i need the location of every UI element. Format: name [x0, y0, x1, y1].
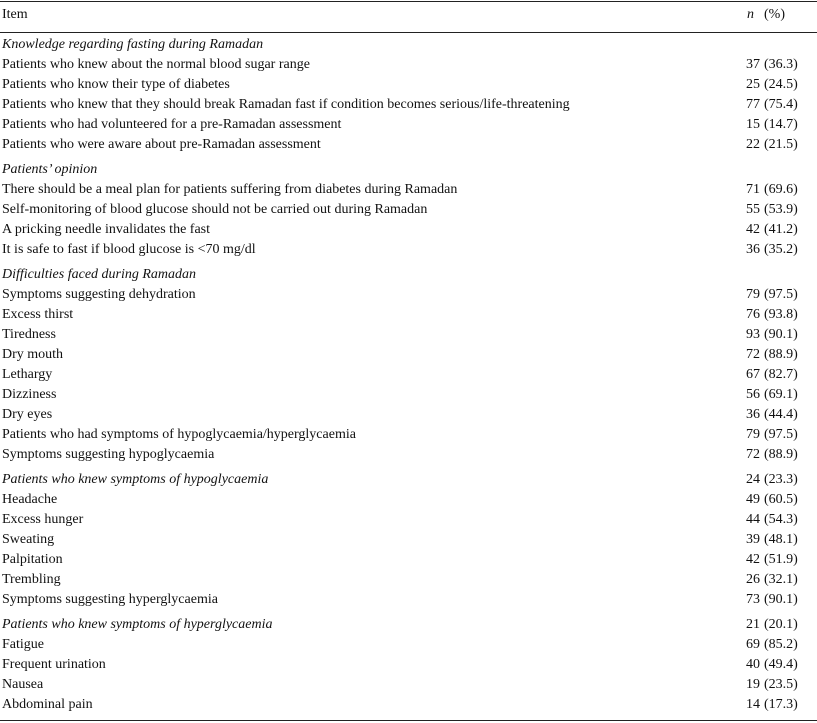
row-count: 77: [746, 97, 760, 112]
row-count: 21: [746, 617, 760, 632]
row-percent: (14.7): [764, 117, 798, 132]
top-rule: [0, 1, 817, 2]
row-count: 44: [746, 512, 760, 527]
row-percent: (32.1): [764, 572, 798, 587]
row-percent: (88.9): [764, 347, 798, 362]
row-label: Trembling: [2, 572, 61, 587]
row-percent: (75.4): [764, 97, 798, 112]
table-row: [0, 675, 817, 695]
row-count: 79: [746, 287, 760, 302]
table-row: [0, 55, 817, 75]
section-heading-row: [0, 160, 817, 180]
row-label: Palpitation: [2, 552, 63, 567]
row-label: Patients who knew about the normal blood sugar range: [2, 57, 310, 72]
row-percent: (20.1): [764, 617, 798, 632]
row-count: 42: [746, 552, 760, 567]
table-row: [0, 180, 817, 200]
row-percent: (24.5): [764, 77, 798, 92]
row-count: 14: [746, 697, 760, 712]
row-count: 24: [746, 472, 760, 487]
section-label: Knowledge regarding fasting during Ramadan: [2, 37, 264, 52]
header-percent: (%): [764, 7, 785, 22]
row-percent: (93.8): [764, 307, 798, 322]
table-row: [0, 695, 817, 715]
row-percent: (53.9): [764, 202, 798, 217]
row-count: 76: [746, 307, 760, 322]
row-count: 93: [746, 327, 760, 342]
table-row: [0, 135, 817, 155]
table-row: [0, 220, 817, 240]
row-count: 49: [746, 492, 760, 507]
row-label: Symptoms suggesting hypoglycaemia: [2, 447, 215, 462]
table-row: [0, 550, 817, 570]
section-heading-row: [0, 35, 817, 55]
table-row: [0, 365, 817, 385]
table-row: [0, 75, 817, 95]
table-row: [0, 570, 817, 590]
row-label: Excess thirst: [2, 307, 74, 322]
row-count: 25: [746, 77, 760, 92]
header-item: Item: [2, 7, 28, 22]
row-percent: (90.1): [764, 592, 798, 607]
row-label: Abdominal pain: [2, 697, 93, 712]
row-count: 72: [746, 447, 760, 462]
row-label: Sweating: [2, 532, 55, 547]
table-row: [0, 385, 817, 405]
row-count: 39: [746, 532, 760, 547]
row-count: 73: [746, 592, 760, 607]
row-label: Dry eyes: [2, 407, 53, 422]
row-count: 67: [746, 367, 760, 382]
section-heading-row: [0, 265, 817, 285]
row-count: 72: [746, 347, 760, 362]
row-label: Dry mouth: [2, 347, 64, 362]
row-label: Patients who know their type of diabetes: [2, 77, 230, 92]
table-row: [0, 200, 817, 220]
table-header: [0, 7, 817, 27]
table-row: [0, 655, 817, 675]
row-count: 71: [746, 182, 760, 197]
row-label: Patients who knew that they should break Ramadan fast if condition becomes serious/life-threatening: [2, 97, 570, 112]
header-n: n: [747, 7, 754, 22]
row-percent: (49.4): [764, 657, 798, 672]
row-percent: (54.3): [764, 512, 798, 527]
row-percent: (35.2): [764, 242, 798, 257]
table-row: [0, 240, 817, 260]
row-label: Symptoms suggesting dehydration: [2, 287, 196, 302]
table-row: [0, 425, 817, 445]
row-label: Excess hunger: [2, 512, 84, 527]
row-label: A pricking needle invalidates the fast: [2, 222, 210, 237]
table-row: [0, 325, 817, 345]
row-percent: (85.2): [764, 637, 798, 652]
row-count: 69: [746, 637, 760, 652]
row-percent: (69.1): [764, 387, 798, 402]
row-percent: (82.7): [764, 367, 798, 382]
table-row: [0, 405, 817, 425]
bottom-rule: [0, 720, 817, 721]
row-label: Dizziness: [2, 387, 57, 402]
row-percent: (51.9): [764, 552, 798, 567]
row-percent: (69.6): [764, 182, 798, 197]
section-heading-row: [0, 615, 817, 635]
row-label: Symptoms suggesting hyperglycaemia: [2, 592, 218, 607]
row-percent: (48.1): [764, 532, 798, 547]
row-label: Patients who had symptoms of hypoglycaemia/hyperglycaemia: [2, 427, 356, 442]
row-count: 37: [746, 57, 760, 72]
row-label: Patients who had volunteered for a pre-Ramadan assessment: [2, 117, 342, 132]
table-row: [0, 345, 817, 365]
row-label: Frequent urination: [2, 657, 106, 672]
row-label: Nausea: [2, 677, 44, 692]
section-label: Patients who knew symptoms of hyperglycaemia: [2, 617, 273, 632]
section-label: Patients’ opinion: [2, 162, 98, 177]
row-label: Fatigue: [2, 637, 44, 652]
row-count: 36: [746, 407, 760, 422]
row-percent: (21.5): [764, 137, 798, 152]
table-row: [0, 445, 817, 465]
table-row: [0, 305, 817, 325]
row-count: 42: [746, 222, 760, 237]
row-percent: (23.3): [764, 472, 798, 487]
row-count: 56: [746, 387, 760, 402]
row-count: 55: [746, 202, 760, 217]
section-heading-row: [0, 470, 817, 490]
row-count: 22: [746, 137, 760, 152]
header-rule: [0, 32, 817, 33]
row-label: Patients who were aware about pre-Ramadan assessment: [2, 137, 321, 152]
row-percent: (60.5): [764, 492, 798, 507]
table-row: [0, 95, 817, 115]
table-row: [0, 590, 817, 610]
row-percent: (36.3): [764, 57, 798, 72]
table-row: [0, 510, 817, 530]
row-label: Headache: [2, 492, 58, 507]
row-percent: (97.5): [764, 287, 798, 302]
row-label: It is safe to fast if blood glucose is <70 mg/dl: [2, 242, 256, 257]
row-percent: (88.9): [764, 447, 798, 462]
section-label: Patients who knew symptoms of hypoglycaemia: [2, 472, 269, 487]
row-label: Self-monitoring of blood glucose should not be carried out during Ramadan: [2, 202, 428, 217]
row-count: 40: [746, 657, 760, 672]
table-row: [0, 530, 817, 550]
section-label: Difficulties faced during Ramadan: [2, 267, 197, 282]
row-count: 26: [746, 572, 760, 587]
table-body: [0, 35, 817, 715]
row-label: Lethargy: [2, 367, 53, 382]
row-percent: (90.1): [764, 327, 798, 342]
row-count: 19: [746, 677, 760, 692]
row-percent: (44.4): [764, 407, 798, 422]
row-label: Tiredness: [2, 327, 56, 342]
row-percent: (41.2): [764, 222, 798, 237]
table-row: [0, 635, 817, 655]
row-percent: (17.3): [764, 697, 798, 712]
row-count: 15: [746, 117, 760, 132]
row-percent: (97.5): [764, 427, 798, 442]
table-row: [0, 115, 817, 135]
table-row: [0, 285, 817, 305]
table-row: [0, 490, 817, 510]
row-count: 36: [746, 242, 760, 257]
row-label: There should be a meal plan for patients suffering from diabetes during Ramadan: [2, 182, 458, 197]
row-count: 79: [746, 427, 760, 442]
row-percent: (23.5): [764, 677, 798, 692]
